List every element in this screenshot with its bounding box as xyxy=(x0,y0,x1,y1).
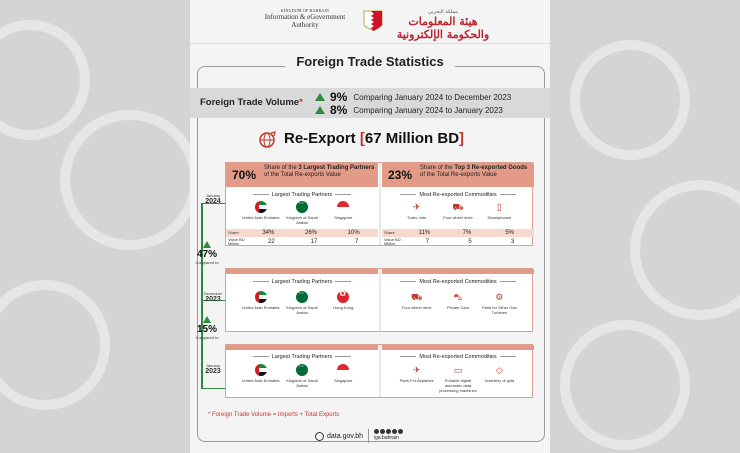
turbojet-icon: ✈ xyxy=(412,202,421,212)
authority-name-english: KINGDOM OF BAHRAIN Information & eGovernment Authority xyxy=(264,8,346,29)
partners-subheading: Largest Trading Partners xyxy=(226,279,378,285)
header xyxy=(190,0,550,45)
partners-list xyxy=(226,291,378,315)
goods-panel xyxy=(382,163,534,245)
saudi-flag-icon xyxy=(296,291,308,303)
partner-item: ~~ Kingdom of Saudi Arabia xyxy=(283,291,321,315)
singapore-flag-icon xyxy=(337,201,349,213)
commodity-item: ✈ Turbo-Jets xyxy=(407,202,427,220)
uae-flag-icon xyxy=(255,291,267,303)
goods-subheading: Most Re-exported Commodities xyxy=(382,354,534,360)
partners-subheading: Largest Trading Partners xyxy=(226,192,378,198)
background-pattern-left xyxy=(0,0,190,453)
infographic-poster xyxy=(190,0,550,453)
goods-list xyxy=(382,201,534,220)
commodity-item: ⛟ Four wheel drive xyxy=(443,202,473,220)
partner-item: Singapore xyxy=(324,364,362,388)
suv-icon: ⛟ xyxy=(452,202,464,212)
partners-list xyxy=(226,201,378,225)
up-arrow-icon xyxy=(203,241,211,248)
commodity-item: ⛟ Four wheel drive xyxy=(401,292,432,310)
goods-panel xyxy=(382,345,534,397)
trade-volume-label: Foreign Trade Volume* xyxy=(200,97,303,108)
partners-subheading: Largest Trading Partners xyxy=(226,354,378,360)
hong-kong-flag-icon xyxy=(337,291,349,303)
footer xyxy=(190,424,550,453)
commodity-item: ⚙ Parts for Other Gas Turbines xyxy=(481,292,517,315)
partner-item: United Arab Emirates xyxy=(242,291,280,315)
section-december-2023 xyxy=(203,268,533,332)
partner-item: United Arab Emirates xyxy=(242,364,280,388)
page-title: Foreign Trade Statistics xyxy=(296,54,444,69)
uae-flag-icon xyxy=(255,201,267,213)
laptop-icon: ▭ xyxy=(453,365,463,375)
turbine-icon: ⚙ xyxy=(495,292,504,302)
partners-share-header: 70% Share of the 3 Largest Trading Partners of the Total Re-exports Value xyxy=(226,163,378,187)
partners-list xyxy=(226,364,378,388)
partners-panel xyxy=(226,345,378,397)
reexport-heading xyxy=(190,128,550,148)
up-arrow-icon xyxy=(203,316,211,323)
singapore-flag-icon xyxy=(337,364,349,376)
section-january-2023 xyxy=(205,344,533,398)
social-handle[interactable]: iga.bahrain xyxy=(374,429,403,441)
header-divider xyxy=(190,43,550,44)
trade-volume-row: 8% Comparing January 2024 to January 2023 xyxy=(315,103,503,117)
goods-share-header: 23% Share of the Top 3 Re-exported Goods of the Total Re-exports Value xyxy=(382,163,534,187)
comparison-badge: 15% Compared to xyxy=(194,316,220,340)
jewellery-icon: ◇ xyxy=(495,365,503,375)
trade-volume-band xyxy=(190,88,550,118)
partner-item: ~~ Kingdom of Saudi Arabia xyxy=(283,364,321,388)
commodity-item: ✈ Parts For Airplanes xyxy=(399,365,434,383)
airplane-icon: ✈ xyxy=(412,365,421,375)
partner-item: ~~ Kingdom of Saudi Arabia xyxy=(283,201,321,225)
commodity-item: ▭ Portable digital automatic data processing machines xyxy=(439,365,477,393)
commodity-item: ▯ Smartphones xyxy=(487,202,512,220)
car-icon: ⛍ xyxy=(453,292,463,302)
period-label: January 2023 xyxy=(205,363,221,375)
up-arrow-icon xyxy=(315,106,325,114)
goods-subheading: Most Re-exported Commodities xyxy=(382,192,534,198)
commodity-item: ⛍ Private Cars xyxy=(446,292,469,310)
social-icons xyxy=(374,429,403,434)
commodity-item: ◇ Jewellery of gold xyxy=(484,365,515,383)
trade-volume-row: 9% Comparing January 2024 to December 2023 xyxy=(315,90,511,104)
goods-subheading: Most Re-exported Commodities xyxy=(382,279,534,285)
comparison-badge: 47% Compared to xyxy=(194,241,220,265)
period-label: January 2024 xyxy=(205,193,221,205)
background-pattern-right xyxy=(550,0,740,453)
saudi-flag-icon xyxy=(296,201,308,213)
goods-list xyxy=(382,364,534,393)
website-link[interactable]: data.gov.bh xyxy=(315,432,363,441)
smartphone-icon: ▯ xyxy=(496,202,502,212)
period-label: December 2023 xyxy=(203,291,223,303)
uae-flag-icon xyxy=(255,364,267,376)
authority-name-arabic: مملكة البحرين هيئة المعلومات والحكومة الإلكترونية xyxy=(396,9,490,41)
partner-item: Singapore xyxy=(324,201,362,225)
goods-list xyxy=(382,291,534,315)
partners-value-row: Value BD Million 22 17 7 xyxy=(228,237,359,246)
partners-panel xyxy=(226,269,378,331)
globe-icon xyxy=(315,432,324,441)
section-january-2024 xyxy=(205,162,533,246)
saudi-flag-icon xyxy=(296,364,308,376)
suv-icon: ⛟ xyxy=(410,292,423,302)
goods-panel xyxy=(382,269,534,331)
up-arrow-icon xyxy=(315,93,325,101)
partner-item: United Arab Emirates xyxy=(242,201,280,225)
footnote: * Foreign Trade Volume = Imports + Total Exports xyxy=(208,412,340,418)
goods-share-row: Share 11% 7% 5% xyxy=(382,229,534,237)
reexport-globe-icon xyxy=(258,131,276,149)
partners-panel xyxy=(226,163,378,245)
partners-share-row: Share 34% 26% 10% xyxy=(226,229,378,237)
goods-value-row: Value BD Million 7 5 3 xyxy=(384,237,515,246)
partner-item: ✿ Hong Kong xyxy=(324,291,362,315)
reexport-title: Re-Export [67 Million BD] xyxy=(284,130,465,147)
bahrain-crest-icon xyxy=(362,9,384,35)
